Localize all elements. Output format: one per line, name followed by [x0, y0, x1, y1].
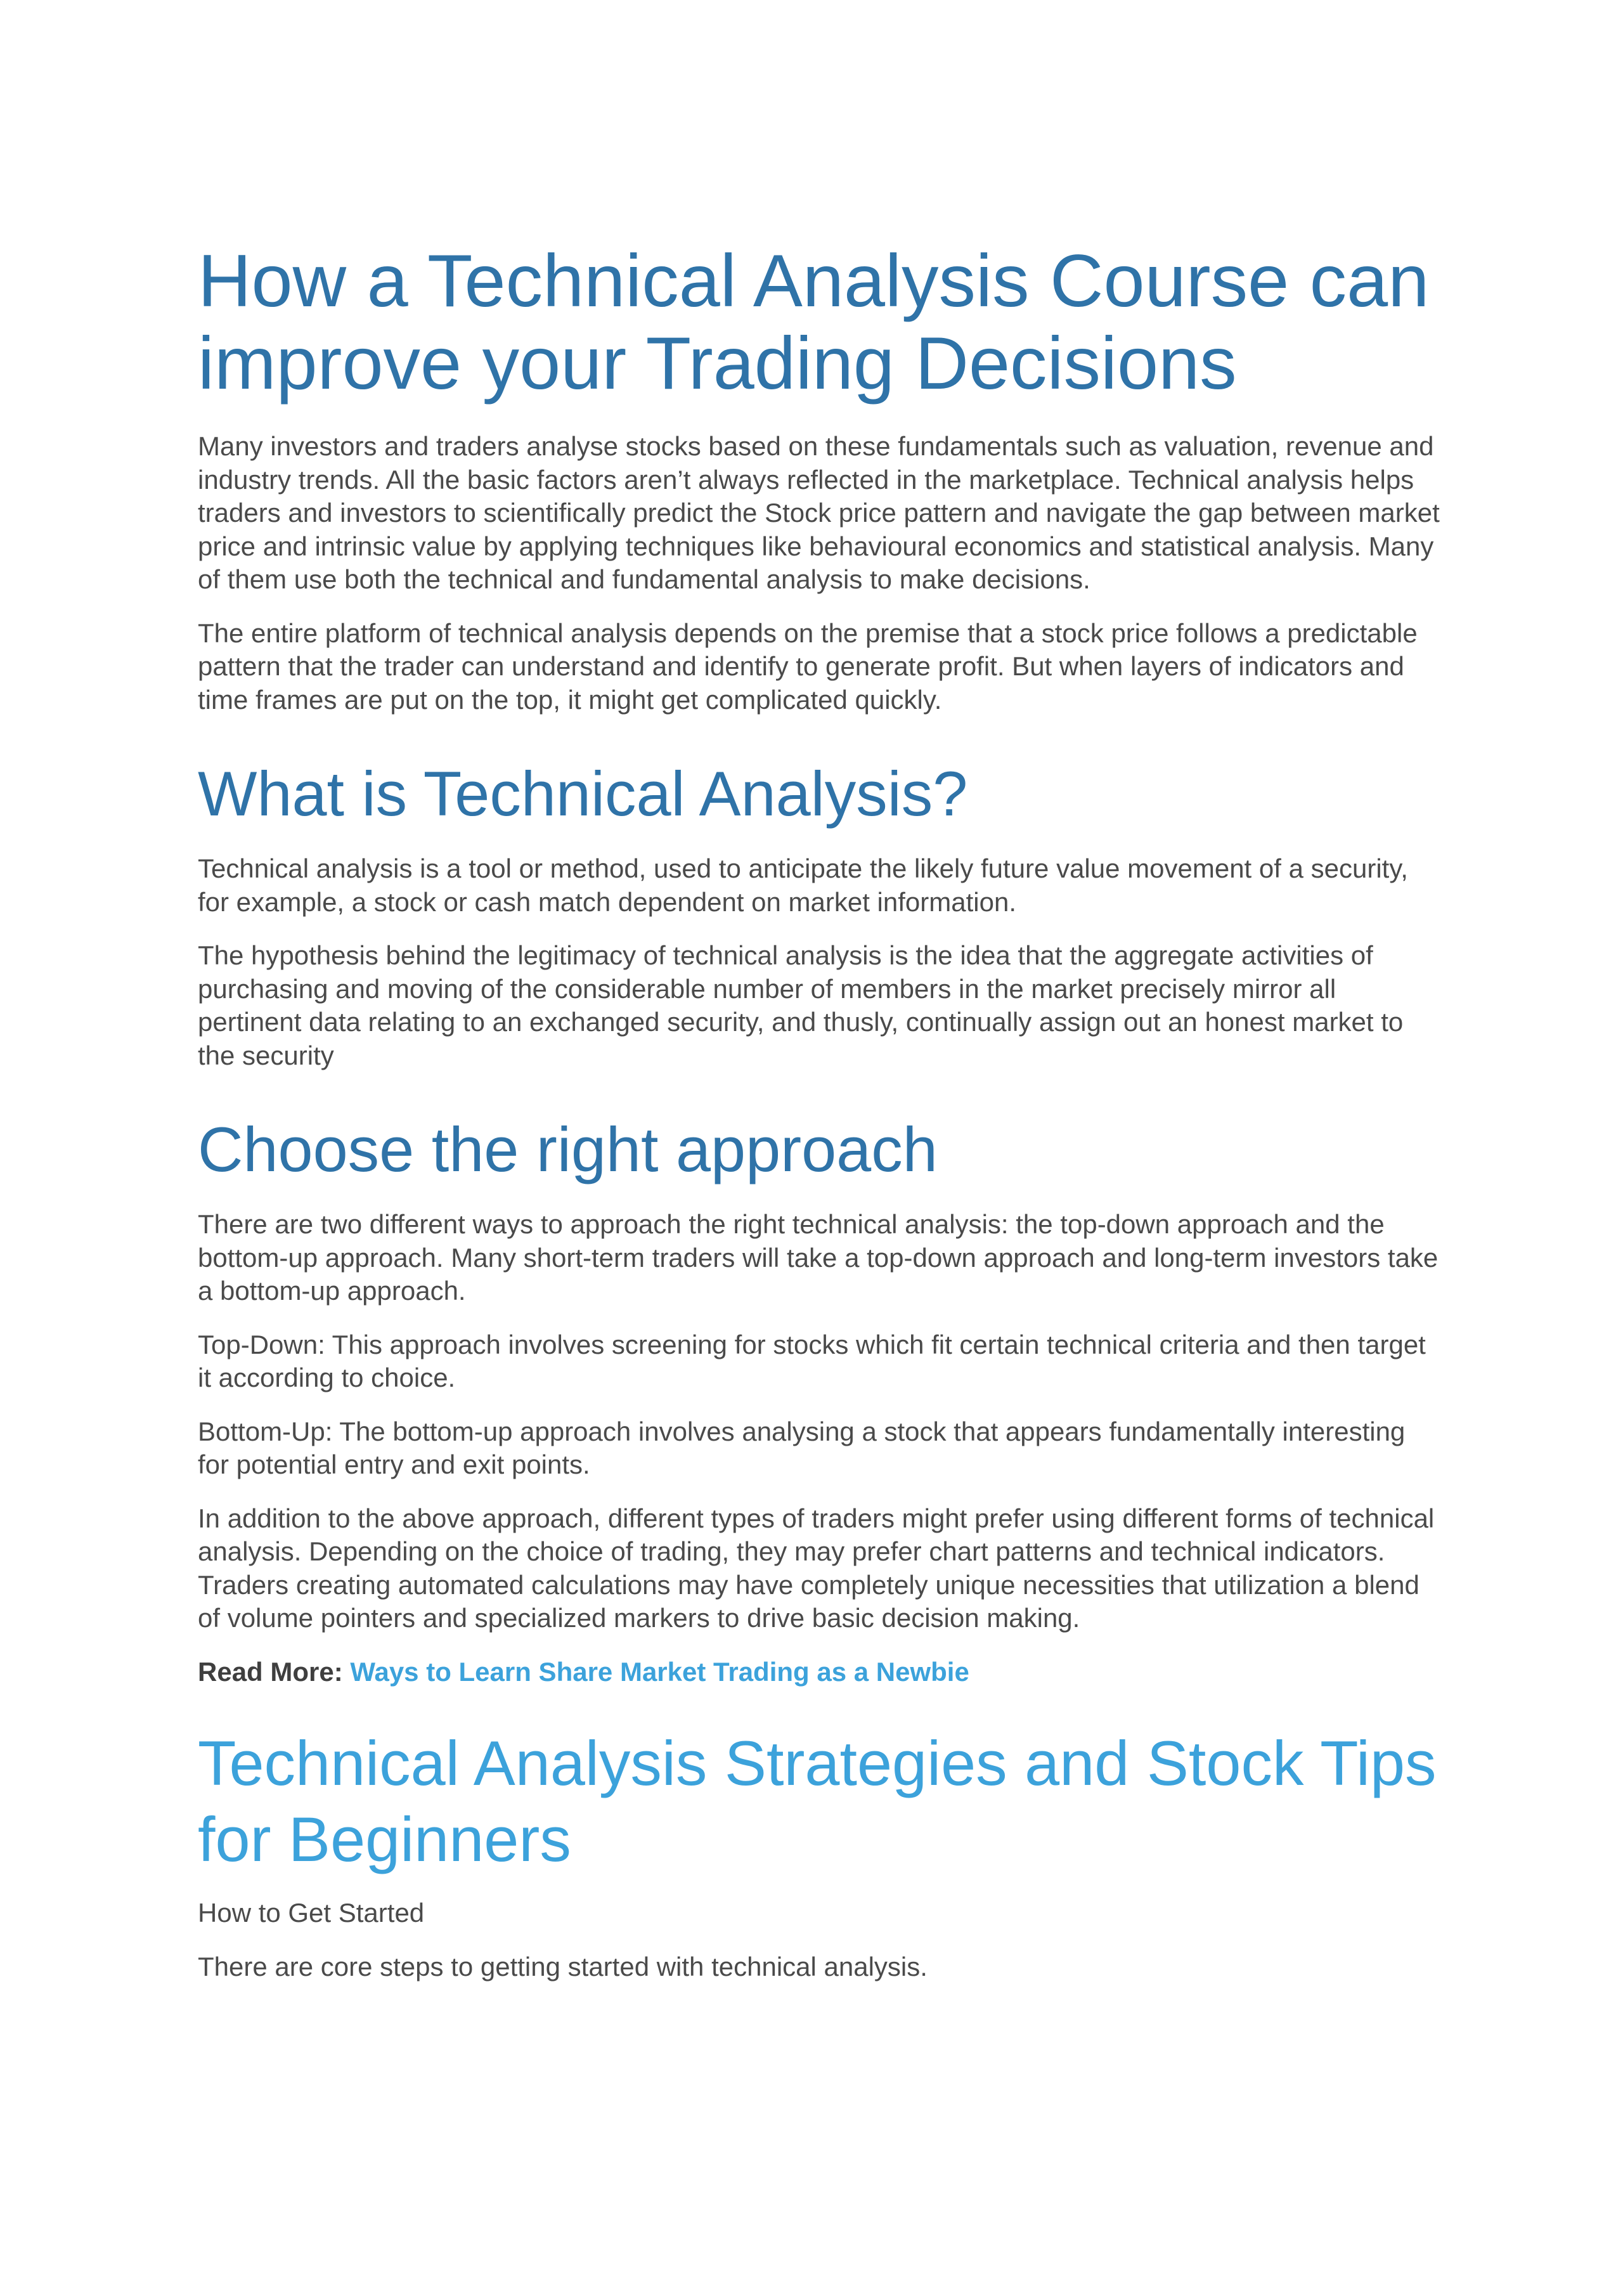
document-page — [198, 240, 1440, 1983]
section-heading-choose-approach: Choose the right approach — [198, 1114, 938, 1184]
article-title: How a Technical Analysis Course can improve your Trading Decisions — [198, 239, 1430, 405]
intro-paragraph-1: Many investors and traders analyse stocks based on these fundamentals such as valuation, revenue and industry trends. All the basic factors aren’t always reflected in the marketplace. Technical analysis helps traders and investors to scientifically predict the Stock price pattern and navigate the gap between market price and intrinsic value by applying techniques like behavioural economics and statistical analysis. Many of them use both the technical and fundamental analysis to make decisions. — [198, 431, 1440, 594]
section2-paragraph-4: In addition to the above approach, different types of traders might prefer using different forms of technical analysis. Depending on the choice of trading, they may prefer chart patterns and technical indicators. Traders creating automated calculations may have completely unique necessities that utilization a blend of volume pointers and specialized markers to drive basic decision making. — [198, 1503, 1435, 1633]
section2-paragraph-bottom-up: Bottom-Up: The bottom-up approach involves analysing a stock that appears fundamentally interesting for potential entry and exit points. — [198, 1416, 1406, 1479]
section1-paragraph-1: Technical analysis is a tool or method, used to anticipate the likely future value movement of a security, for example, a stock or cash match dependent on market information. — [198, 853, 1408, 917]
section2-paragraph-1: There are two different ways to approach the right technical analysis: the top-down approach and the bottom-up approach. Many short-term traders will take a top-down approach and long-term investors take a bottom-up approach. — [198, 1209, 1439, 1306]
read-more-label: Read More: — [198, 1656, 343, 1687]
section3-paragraph-1: How to Get Started — [198, 1898, 425, 1928]
intro-paragraph-2: The entire platform of technical analysis depends on the premise that a stock price follows a predictable pattern that the trader can understand and identify to generate profit. But when layers of indicators and time frames are put on the top, it might get complicated quickly. — [198, 618, 1418, 715]
section-heading-what-is-ta: What is Technical Analysis? — [198, 758, 968, 829]
section3-paragraph-2: There are core steps to getting started with technical analysis. — [198, 1951, 928, 1981]
section-heading-strategies: Technical Analysis Strategies and Stock Tips for Beginners — [198, 1728, 1437, 1874]
read-more-link[interactable]: Ways to Learn Share Market Trading as a Newbie — [350, 1656, 969, 1687]
section1-paragraph-2: The hypothesis behind the legitimacy of technical analysis is the idea that the aggregate activities of purchasing and moving of the considerable number of members in the market precisely mirror all pertinent data relating to an exchanged security, and thusly, continually assign out an honest market to the security — [198, 940, 1404, 1070]
section2-paragraph-top-down: Top-Down: This approach involves screening for stocks which fit certain technical criteria and then target it according to choice. — [198, 1329, 1426, 1392]
read-more-line — [198, 1656, 1440, 1689]
